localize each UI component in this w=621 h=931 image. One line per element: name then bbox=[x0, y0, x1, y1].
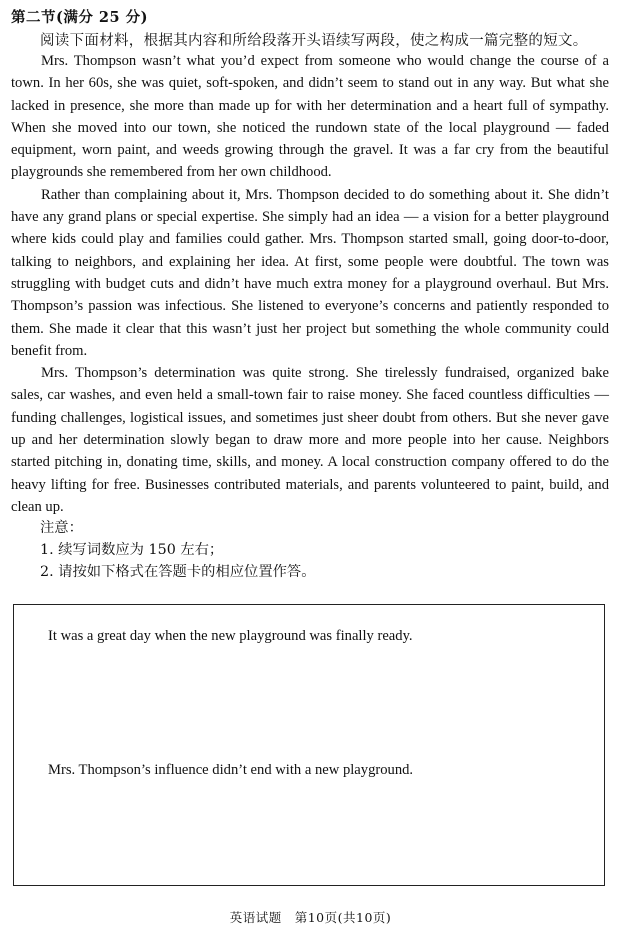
note-item: 2. 请按如下格式在答题卡的相应位置作答。 bbox=[40, 564, 316, 580]
reading-passage bbox=[11, 50, 609, 518]
answer-box[interactable] bbox=[13, 604, 605, 886]
notes-heading: 注意： bbox=[40, 520, 83, 536]
section-title: 第二节(满分 25 分) bbox=[11, 9, 148, 26]
page-footer: 英语试题 第10页(共10页) bbox=[229, 910, 392, 925]
paragraph-opening-2: Mrs. Thompson’s influence didn’t end with a new playground. bbox=[48, 762, 414, 778]
note-item: 1. 续写词数应为 150 左右； bbox=[40, 542, 224, 558]
notes-section bbox=[40, 517, 316, 583]
paragraph-opening-1: It was a great day when the new playground was finally ready. bbox=[48, 628, 413, 644]
passage-paragraph: Mrs. Thompson’s determination was quite strong. She tirelessly fundraised, organized bake sales, car washes, and even held a small-town fair to raise money. She faced countless difficulties — funding challenges, logistical issues, and sometimes just sheer doubt from others. But she never gave up and her determination slowly began to draw more and more people into her cause. Neighbors started pitching in, donating time, skills, and money. A local construction company offered to do the heavy lifting for free. Businesses contributed materials, and parents volunteered to paint, build, and clean up. bbox=[11, 365, 609, 515]
passage-paragraph: Mrs. Thompson wasn’t what you’d expect from someone who would change the course of a town. In her 60s, she was quiet, soft-spoken, and didn’t seem to stand out in any way. But what she lacked in presence, she more than made up for with her determination and a heart full of sympathy. When she moved into our town, she noticed the rundown state of the local playground — faded equipment, worn paint, and weeds growing through the gravel. It was a far cry from the beautiful playgrounds she remembered from her own childhood. bbox=[11, 53, 609, 181]
passage-paragraph: Rather than complaining about it, Mrs. Thompson decided to do something about it. She didn’t have any grand plans or special expertise. She simply had an idea — a vision for a better playground where kids could play and families could gather. Mrs. Thompson started small, going door-to-door, talking to neighbors, and explaining her idea. At first, some people were doubtful. The town was struggling with budget cuts and didn’t have much extra money for a playground overhaul. But Mrs. Thompson’s passion was infectious. She listened to everyone’s concerns and patiently responded to them. She made it clear that this wasn’t just her project but something the whole community could benefit from. bbox=[11, 186, 609, 359]
task-instruction: 阅读下面材料，根据其内容和所给段落开头语续写两段，使之构成一篇完整的短文。 bbox=[40, 33, 588, 49]
